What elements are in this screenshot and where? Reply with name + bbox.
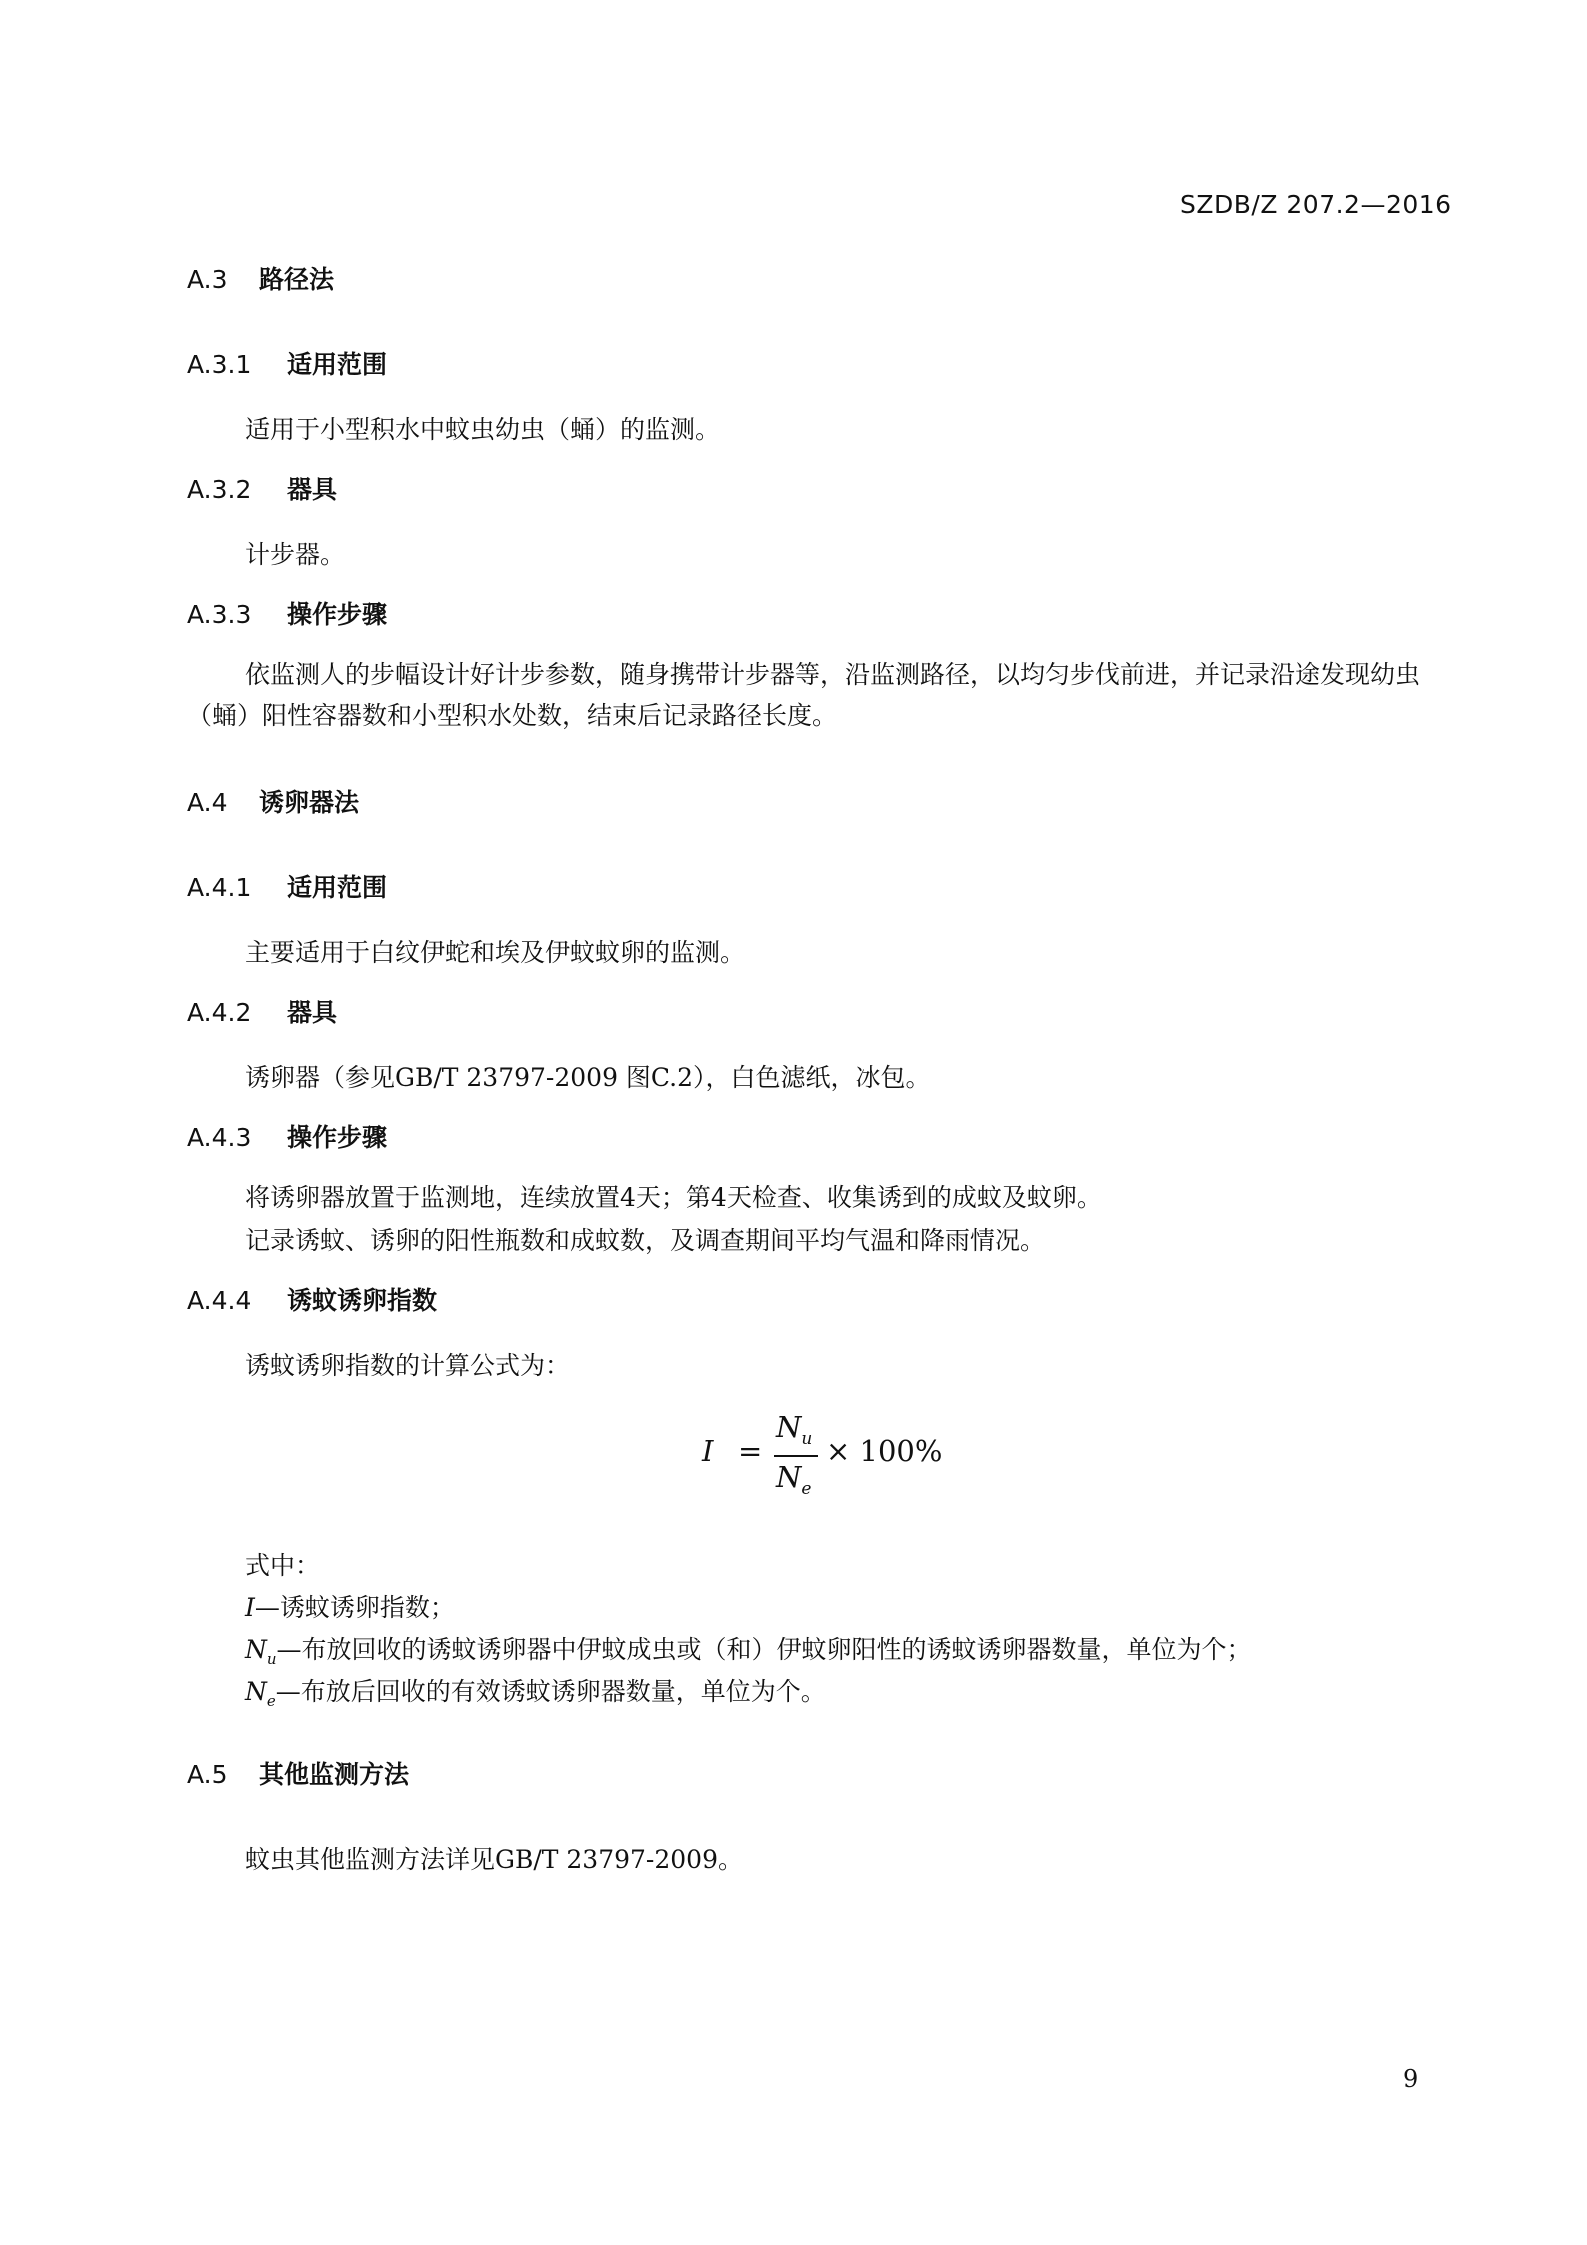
section-number: A.4.1: [187, 873, 252, 902]
section-title: 器具: [287, 998, 338, 1027]
section-heading-a3-3: [187, 595, 387, 631]
section-heading-a4-1: [187, 868, 387, 904]
formula-lhs: I: [702, 1434, 714, 1468]
where-label: 式中：: [245, 1551, 321, 1580]
section-title: 器具: [287, 475, 338, 504]
paragraph-a4-3-line1: 将诱卵器放置于监测地，连续放置4天；第4天检查、收集诱到的成蚊及蚊卵。: [245, 1183, 1102, 1212]
section-number: A.5: [187, 1760, 228, 1789]
section-heading-a3: [187, 260, 334, 296]
section-number: A.3.2: [187, 475, 252, 504]
section-heading-a3-2: [187, 470, 337, 506]
section-heading-a5: [187, 1755, 409, 1791]
paragraph-a3-3: 依监测人的步幅设计好计步参数，随身携带计步器等，沿监测路径，以均匀步伐前进，并记录沿途发现幼虫（蛹）阳性容器数和小型积水处数，结束后记录路径长度。: [187, 660, 1421, 730]
definition-item: $N_e—$布放后回收的有效诱蚊诱卵器数量，单位为个。: [245, 1677, 826, 1710]
section-heading-a4-3: [187, 1118, 387, 1154]
formula-multiplier: × 100%: [826, 1434, 943, 1468]
paragraph-a3-1: 适用于小型积水中蚊虫幼虫（蛹）的监测。: [245, 415, 721, 444]
section-number: A.3: [187, 265, 228, 294]
section-number: A.4.4: [187, 1286, 252, 1315]
formula-denominator: $N_e$: [776, 1460, 812, 1499]
definition-item: I—诱蚊诱卵指数；: [245, 1593, 455, 1622]
section-title: 适用范围: [287, 350, 388, 379]
section-number: A.4.3: [187, 1123, 252, 1152]
paragraph-a4-1: 主要适用于白纹伊蛇和埃及伊蚊蚊卵的监测。: [245, 938, 746, 967]
section-title: 操作步骤: [287, 1123, 388, 1152]
document-code: SZDB/Z 207.2—2016: [1180, 190, 1452, 219]
section-title: 适用范围: [287, 873, 388, 902]
section-title: 诱蚊诱卵指数: [287, 1286, 438, 1315]
section-title: 其他监测方法: [259, 1760, 410, 1789]
paragraph-a4-3-line2: 记录诱蚊、诱卵的阳性瓶数和成蚊数，及调查期间平均气温和降雨情况。: [245, 1226, 1046, 1255]
section-number: A.4.2: [187, 998, 252, 1027]
paragraph-a4-2: 诱卵器（参见GB/T 23797-2009 图C.2），白色滤纸，冰包。: [245, 1063, 931, 1092]
paragraph-a4-4: 诱蚊诱卵指数的计算公式为：: [245, 1351, 571, 1380]
definition-item: $N_u—$布放回收的诱蚊诱卵器中伊蚊成虫或（和）伊蚊卵阳性的诱蚊诱卵器数量，单位为个；: [245, 1635, 1252, 1668]
page-number: 9: [1403, 2065, 1419, 2093]
section-heading-a4-2: [187, 993, 337, 1029]
formula-numerator: $N_u$: [776, 1410, 813, 1449]
formula-equals: =: [738, 1434, 763, 1468]
section-heading-a4-4: [187, 1281, 437, 1317]
paragraph-a3-2: 计步器。: [245, 540, 346, 569]
section-number: A.3.1: [187, 350, 252, 379]
section-number: A.3.3: [187, 600, 252, 629]
fraction-bar: [774, 1455, 818, 1457]
section-heading-a3-1: [187, 345, 387, 381]
section-number: A.4: [187, 788, 228, 817]
section-heading-a4: [187, 783, 359, 819]
section-title: 操作步骤: [287, 600, 388, 629]
section-title: 诱卵器法: [259, 788, 360, 817]
section-title: 路径法: [259, 265, 335, 294]
index-formula: [700, 1410, 960, 1500]
paragraph-a5: 蚊虫其他监测方法详见GB/T 23797-2009。: [245, 1845, 743, 1874]
